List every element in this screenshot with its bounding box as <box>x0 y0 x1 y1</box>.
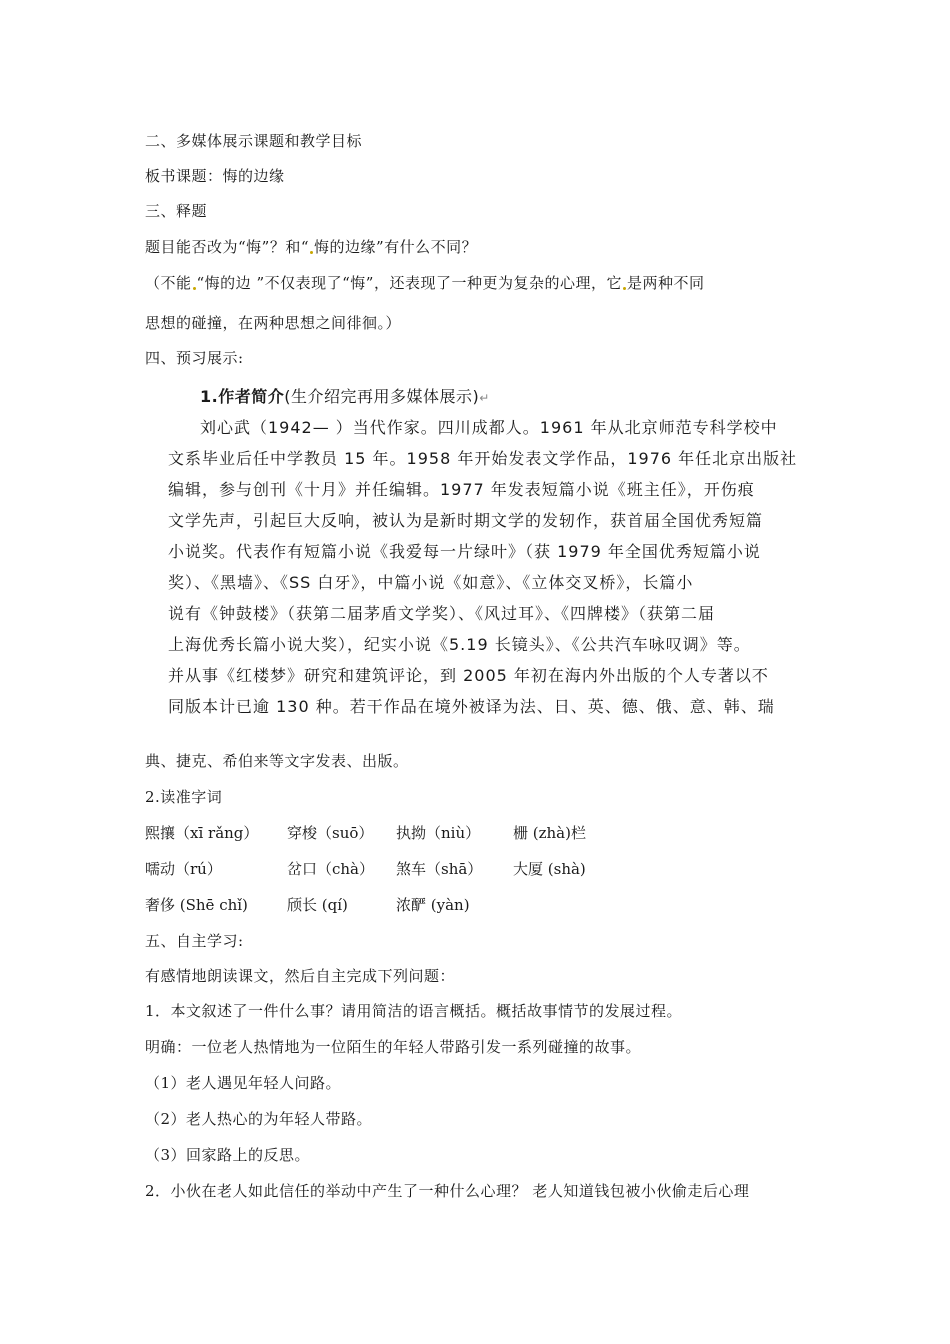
bio-line: 文学先声，引起巨大反响，被认为是新时期文学的发轫作，获首届全国优秀短篇 <box>168 511 764 530</box>
plot-step: （1）老人遇见年轻人问路。 <box>145 1074 342 1092</box>
mark-dot <box>310 251 313 254</box>
vocab-item: 执拗（niù） <box>396 824 481 842</box>
bio-line: 奖）、《黑墙》、《SS 白牙》，中篇小说《如意》、《立体交叉桥》，长篇小 <box>168 573 694 592</box>
title-question-text: 题目能否改为“悔”？和“ <box>145 238 310 256</box>
author-intro-title: 1.作者简介 <box>200 387 285 406</box>
mark-dot <box>623 287 626 290</box>
vocab-item: 岔口（chà） <box>287 860 375 878</box>
answer-part-3: 是两种不同 <box>626 274 705 292</box>
answer-line-2: 思想的碰撞，在两种思想之间徘徊。） <box>145 314 402 332</box>
vocab-item: 大厦 (shà) <box>513 860 586 878</box>
answer-part-2: “悔的边 ”不仅表现了“悔”，还表现了一种更为复杂的心理，它 <box>196 274 622 292</box>
bio-end: 典、捷克、希伯来等文字发表、出版。 <box>145 752 409 770</box>
vocab-item: 穿梭（suō） <box>287 824 374 842</box>
vocab-item: 嚅动（rú） <box>145 860 222 878</box>
vocab-item: 煞车（shā） <box>396 860 483 878</box>
vocab-item: 栅 (zhà)栏 <box>513 824 586 842</box>
author-intro-heading <box>200 384 490 407</box>
bio-line: 并从事《红楼梦》研究和建筑评论，到 2005 年初在海内外出版的个人专著以不 <box>168 666 769 685</box>
section-3-heading: 三、释题 <box>145 202 208 220</box>
section-4-heading: 四、预习展示: <box>145 349 244 367</box>
vocab-item: 颀长 (qí) <box>287 896 348 914</box>
bio-line: 上海优秀长篇小说大奖），纪实小说《5.19 长镜头》、《公共汽车咏叹调》等。 <box>168 635 751 654</box>
plot-step: （3）回家路上的反思。 <box>145 1146 311 1164</box>
vocab-item: 熙攘（xī rǎng） <box>145 824 259 842</box>
answer-1: 明确：一位老人热情地为一位陌生的年轻人带路引发一系列碰撞的故事。 <box>145 1038 642 1056</box>
answer-part-1: （不能 <box>145 274 192 292</box>
bio-line: 刘心武（1942— ）当代作家。四川成都人。1961 年从北京师范专科学校中 <box>200 418 778 437</box>
answer-line-1 <box>145 272 704 293</box>
question-2: 2．小伙在老人如此信任的举动中产生了一种什么心理？ 老人知道钱包被小伙偷走后心理 <box>145 1182 750 1200</box>
bio-line: 文系毕业后任中学教员 15 年。1958 年开始发表文学作品，1976 年任北京出版社 <box>168 449 798 468</box>
bio-line: 小说奖。代表作有短篇小说《我爱每一片绿叶》（获 1979 年全国优秀短篇小说 <box>168 542 761 561</box>
author-intro-note: (生介绍完再用多媒体展示) <box>284 387 480 406</box>
section-5-heading: 五、自主学习: <box>145 932 244 950</box>
vocab-item: 奢侈 (Shē chǐ) <box>145 896 248 914</box>
vocab-item: 浓酽 (yàn) <box>396 896 470 914</box>
section-5-intro: 有感情地朗读课文，然后自主完成下列问题： <box>145 967 456 985</box>
bio-line: 编辑，参与创刊《十月》并任编辑。1977 年发表短篇小说《班主任》，开伤痕 <box>168 480 755 499</box>
vocab-heading: 2.读准字词 <box>145 788 223 806</box>
title-question <box>145 236 477 257</box>
title-question-tail: 悔的边缘”有什么不同？ <box>314 238 478 256</box>
section-2-heading: 二、多媒体展示课题和教学目标 <box>145 132 363 150</box>
board-title: 板书课题：悔的边缘 <box>145 167 285 185</box>
return-mark: ↵ <box>479 391 490 405</box>
mark-dot <box>193 287 196 290</box>
bio-line: 同版本计已逾 130 种。若干作品在境外被译为法、日、英、德、俄、意、韩、瑞 <box>168 697 775 716</box>
plot-step: （2）老人热心的为年轻人带路。 <box>145 1110 373 1128</box>
question-1: 1．本文叙述了一件什么事？请用简洁的语言概括。概括故事情节的发展过程。 <box>145 1002 683 1020</box>
bio-line: 说有《钟鼓楼》（获第二届茅盾文学奖）、《风过耳》、《四牌楼》（获第二届 <box>168 604 716 623</box>
